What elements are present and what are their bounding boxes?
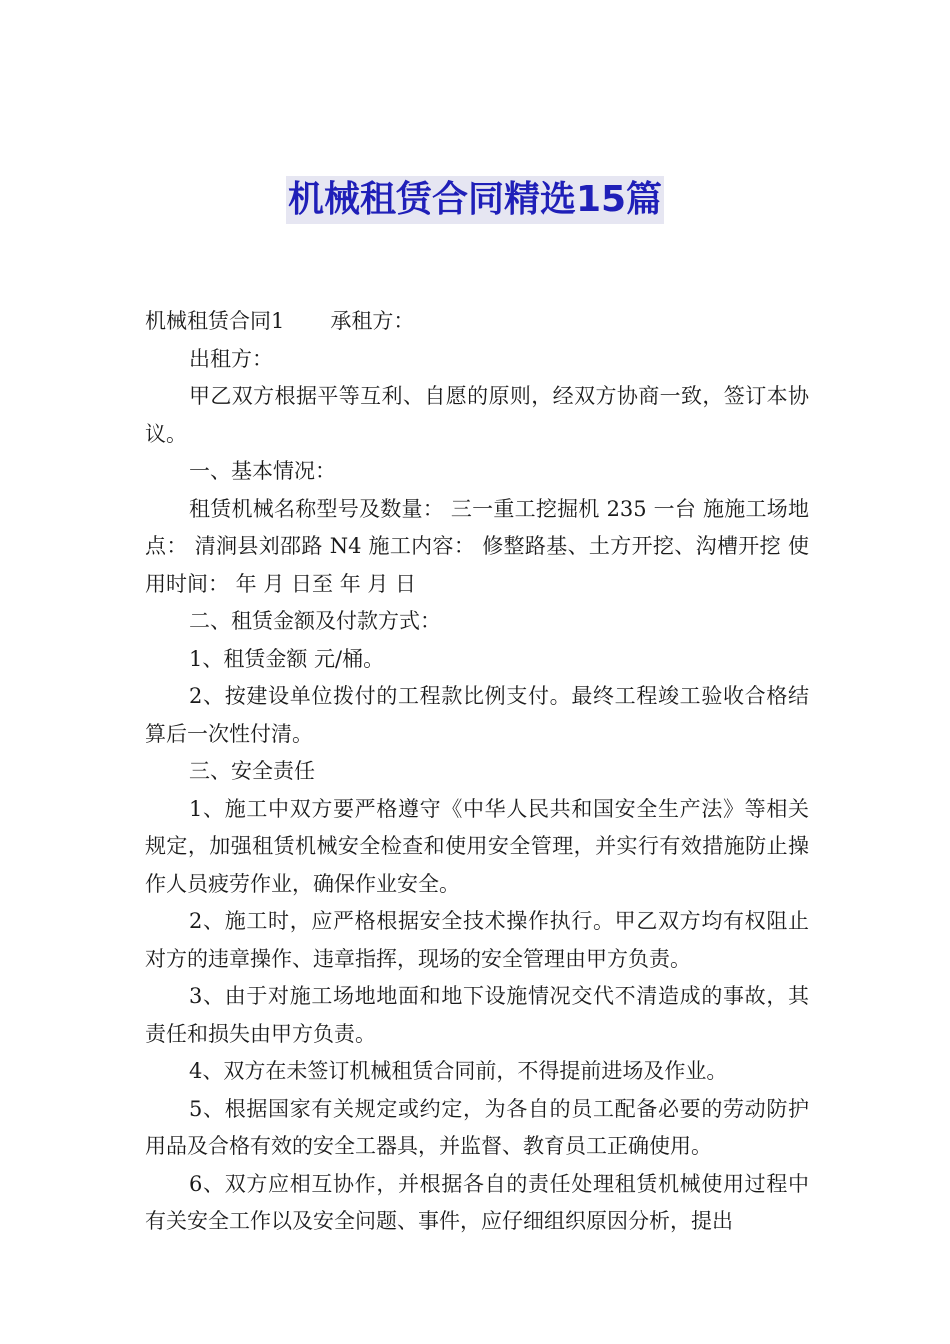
paragraph: 6、双方应相互协作，并根据各自的责任处理租赁机械使用过程中有关安全工作以及安全问题、事件，应仔细组织原因分析，提出 [145, 1171, 809, 1233]
paragraph: 租赁机械名称型号及数量： 三一重工挖掘机 235 一台 施施工场地点： 清涧县刘邵路 N4 施工内容： 修整路基、土方开挖、沟槽开挖 使用时间： 年 月 日至 年 月 日 [145, 496, 809, 596]
section-heading: 三、安全责任 [189, 759, 315, 783]
title-block [0, 176, 950, 224]
paragraph: 1、租赁金额 元/桶。 [189, 646, 385, 671]
paragraph: 4、双方在未签订机械租赁合同前，不得提前进场及作业。 [189, 1059, 728, 1083]
paragraph: 1、施工中双方要严格遵守《中华人民共和国安全生产法》等相关规定，加强租赁机械安全检查和使用安全管理，并实行有效措施防止操作人员疲劳作业，确保作业安全。 [145, 796, 809, 896]
paragraph: 出租方： [189, 346, 273, 371]
paragraph: 2、按建设单位拨付的工程款比例支付。最终工程竣工验收合格结算后一次性付清。 [145, 684, 809, 746]
lessee-label: 承租方： [330, 309, 415, 333]
first-line [145, 303, 809, 341]
paragraph: 5、根据国家有关规定或约定，为各自的员工配备必要的劳动防护用品及合格有效的安全工器具，并监督、教育员工正确使用。 [145, 1096, 809, 1158]
document-body [145, 303, 809, 1241]
paragraph: 甲乙双方根据平等互利、自愿的原则，经双方协商一致，签订本协议。 [145, 384, 809, 446]
section-heading: 一、基本情况： [189, 459, 336, 483]
paragraph: 2、施工时，应严格根据安全技术操作执行。甲乙双方均有权阻止对方的违章操作、违章指挥，现场的安全管理由甲方负责。 [145, 909, 809, 971]
document-title: 机械租赁合同精选15篇 [286, 176, 664, 224]
contract-heading: 机械租赁合同1 [145, 309, 285, 333]
paragraph: 3、由于对施工场地地面和地下设施情况交代不清造成的事故，其责任和损失由甲方负责。 [145, 984, 809, 1046]
section-heading: 二、租赁金额及付款方式： [189, 609, 441, 633]
